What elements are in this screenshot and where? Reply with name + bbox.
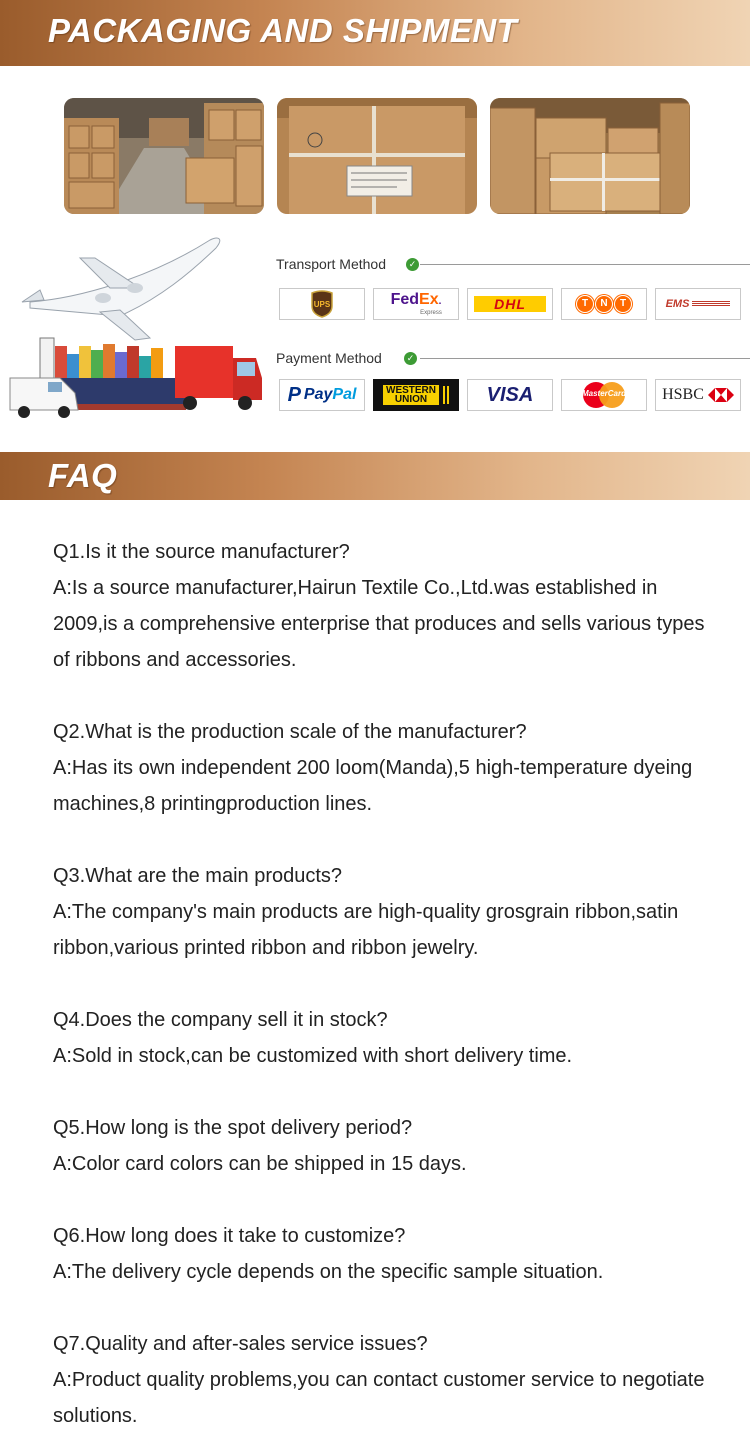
- carton-photo: [277, 98, 477, 214]
- ems-logo: EMS: [655, 288, 741, 320]
- truck-image: [175, 346, 262, 410]
- transport-method-label: Transport Method: [276, 256, 386, 272]
- warehouse-photo: [64, 98, 264, 214]
- transport-divider: [420, 264, 750, 265]
- tnt-logo: T N T: [561, 288, 647, 320]
- faq-item: [53, 534, 723, 678]
- paypal-logo: P PayPal: [279, 379, 365, 411]
- mastercard-logo: MasterCard: [561, 379, 647, 411]
- faq-answer: A:Has its own independent 200 loom(Manda),5 high-temperature dyeing machines,8 printingproduction lines.: [53, 757, 693, 815]
- packaging-banner: [0, 0, 750, 66]
- faq-item: [53, 858, 723, 966]
- faq-item: [53, 714, 723, 822]
- faq-answer: A:Sold in stock,can be customized with short delivery time.: [53, 1045, 573, 1067]
- hsbc-logo: HSBC: [655, 379, 741, 411]
- faq-answer: A:Product quality problems,you can contact customer service to negotiate solutions.: [53, 1369, 705, 1427]
- stacked-boxes-photo: [490, 98, 690, 214]
- ups-shield-icon: [310, 290, 334, 318]
- faq-question: Q7.Quality and after-sales service issues?: [53, 1333, 428, 1355]
- payment-method-label: Payment Method: [276, 350, 382, 366]
- packaging-title: PACKAGING AND SHIPMENT: [48, 12, 518, 49]
- ups-logo: [279, 288, 365, 320]
- faq-item: [53, 1218, 723, 1290]
- faq-answer: A:The delivery cycle depends on the specific sample situation.: [53, 1261, 604, 1283]
- shipping-illustration: [0, 228, 262, 426]
- faq-question: Q2.What is the production scale of the manufacturer?: [53, 721, 527, 743]
- airplane-image: [22, 238, 220, 340]
- visa-logo: VISA: [467, 379, 553, 411]
- faq-answer: A:Is a source manufacturer,Hairun Textile Co.,Ltd.was established in 2009,is a comprehensive enterprise that produces and sells various types of ribbons and accessories.: [53, 577, 705, 671]
- faq-question: Q6.How long does it take to customize?: [53, 1225, 406, 1247]
- faq-item: [53, 1002, 723, 1074]
- check-icon: ✓: [404, 352, 417, 365]
- check-icon: ✓: [406, 258, 419, 271]
- hsbc-hexagon-icon: [708, 388, 734, 402]
- fedex-logo: FedEx. Express: [373, 288, 459, 320]
- faq-answer: A:The company's main products are high-quality grosgrain ribbon,satin ribbon,various printed ribbon and ribbon jewelry.: [53, 901, 679, 959]
- dhl-logo: DHL: [467, 288, 553, 320]
- faq-item: [53, 1110, 723, 1182]
- faq-item: [53, 1326, 723, 1434]
- faq-answer: A:Color card colors can be shipped in 15 days.: [53, 1153, 467, 1175]
- faq-question: Q1.Is it the source manufacturer?: [53, 541, 350, 563]
- western-union-logo: WESTERN UNION: [373, 379, 459, 411]
- faq-question: Q4.Does the company sell it in stock?: [53, 1009, 388, 1031]
- faq-question: Q5.How long is the spot delivery period?: [53, 1117, 413, 1139]
- payment-divider: [420, 358, 750, 359]
- faq-question: Q3.What are the main products?: [53, 865, 343, 887]
- faq-banner: [0, 452, 750, 500]
- faq-title: FAQ: [48, 457, 118, 494]
- svg-text:UPS: UPS: [313, 300, 331, 309]
